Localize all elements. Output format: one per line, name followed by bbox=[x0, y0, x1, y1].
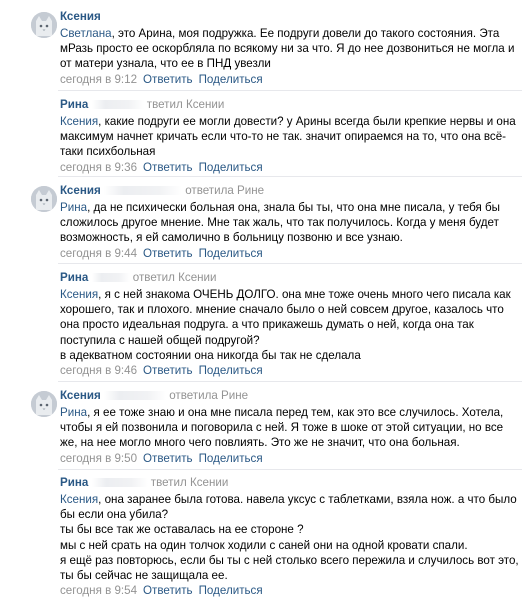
reply-button[interactable]: Ответить bbox=[143, 451, 193, 465]
reply-button[interactable]: Ответить bbox=[143, 246, 193, 260]
reply-target[interactable]: тветил Ксении bbox=[146, 98, 225, 111]
reply-target[interactable]: ответила Рине bbox=[185, 184, 265, 197]
comment-timestamp[interactable]: сегодня в 9:36 bbox=[60, 160, 138, 174]
divider bbox=[58, 176, 522, 177]
reply-button[interactable]: Ответить bbox=[143, 160, 193, 174]
comment-author[interactable]: Ксения bbox=[60, 184, 101, 197]
comment-timestamp[interactable]: сегодня в 9:44 bbox=[60, 246, 138, 260]
divider bbox=[58, 381, 522, 382]
share-button[interactable]: Поделиться bbox=[198, 160, 263, 174]
mention-link[interactable]: Рина bbox=[60, 406, 88, 419]
reply-button[interactable]: Ответить bbox=[143, 364, 193, 378]
comment-timestamp[interactable]: сегодня в 9:12 bbox=[60, 72, 138, 86]
cat-avatar-icon[interactable] bbox=[31, 391, 57, 417]
comment-text: Рина, да не психически больная она, знала бы ты, что она мне писала, у тебя бы сложилось другое мнение. Мне так жаль, что так получилось. Когда у меня будет возможность, я ей самолично в больницу позвоню и все узнаю. bbox=[60, 201, 500, 245]
reply-target[interactable]: ответил Ксении bbox=[132, 271, 217, 284]
comment-meta bbox=[60, 73, 520, 87]
mention-link[interactable]: Рина bbox=[60, 201, 88, 214]
mention-link[interactable]: Ксения bbox=[60, 115, 99, 128]
comment-author[interactable]: Ксения bbox=[60, 389, 101, 402]
redacted-area bbox=[104, 186, 182, 195]
comment-text: Ксения, какие подруги ее могли довести? у Арины всегда были крепкие нервы и она максимум начнет кричать если что-то не так. значит опираемся на то, что она всё-таки психбольная bbox=[60, 115, 516, 159]
share-button[interactable]: Поделиться bbox=[198, 584, 263, 598]
divider bbox=[58, 263, 522, 264]
comment-author[interactable]: Рина bbox=[60, 476, 89, 489]
divider bbox=[58, 90, 522, 91]
reply-button[interactable]: Ответить bbox=[143, 72, 193, 86]
comment-timestamp[interactable]: сегодня в 9:46 bbox=[60, 364, 138, 378]
comment-text: Светлана, это Арина, моя подружка. Ее подруги довели до такого состояния. Эта мРазь просто ее оскорбляла по всякому ни за что. Я до нее дозвониться не могла и от матери узнала, что ее в ПНД увезли bbox=[60, 27, 515, 71]
share-button[interactable]: Поделиться bbox=[198, 451, 263, 465]
redacted-area bbox=[92, 478, 148, 487]
comment-author[interactable]: Ксения bbox=[60, 10, 101, 23]
reply-button[interactable]: Ответить bbox=[143, 584, 193, 598]
reply-target[interactable]: тветил Ксении bbox=[150, 476, 229, 489]
share-button[interactable]: Поделиться bbox=[198, 246, 263, 260]
comment-author[interactable]: Рина bbox=[60, 98, 89, 111]
redacted-area bbox=[92, 273, 130, 282]
comment-text: Ксения, она заранее была готова. навела уксус с таблетками, взяла нож. а что было бы если она убила? ты бы все так же оставалась на ее стороне ? мы с ней срать на один толчок ходили с саней они на одной кровати спали. я ещё раз повторюсь, если бы ты с ней столько всего пережила и случилось вот это, ты бы сейчас не защищала ее. bbox=[60, 493, 519, 583]
comment-author[interactable]: Рина bbox=[60, 271, 89, 284]
mention-link[interactable]: Светлана bbox=[60, 27, 112, 40]
comment-meta bbox=[60, 452, 520, 466]
comment-text: Ксения, я с ней знакома ОЧЕНЬ ДОЛГО. она мне тоже очень много чего писала как хорошего, так и плохого. мнение сначало было о ней совсем другое, казалось что она просто идеальная подруга. а что прикажешь думать о ней, когда она так поступила с нашей общей подругой? в адекватном состоянии она никогда бы так не сделала bbox=[60, 288, 511, 362]
mention-link[interactable]: Ксения bbox=[60, 288, 99, 301]
comment-timestamp[interactable]: сегодня в 9:54 bbox=[60, 584, 138, 598]
reply-target[interactable]: ответила Рине bbox=[169, 389, 249, 402]
divider bbox=[58, 469, 522, 470]
mention-link[interactable]: Ксения bbox=[60, 493, 99, 506]
cat-avatar-icon[interactable] bbox=[31, 186, 57, 212]
comment-timestamp[interactable]: сегодня в 9:50 bbox=[60, 451, 138, 465]
comment-text: Рина, я ее тоже знаю и она мне писала перед тем, как это все случилось. Хотела, чтобы я ей позвонила и поговорила с ней. Я тоже в шоке от этой ситуации, но все же, на нее могло много чего повлиять. Это же не значит, что она больная. bbox=[60, 406, 504, 450]
comment-meta bbox=[60, 247, 520, 261]
redacted-area bbox=[104, 391, 166, 400]
cat-avatar-icon[interactable] bbox=[31, 12, 57, 38]
share-button[interactable]: Поделиться bbox=[198, 364, 263, 378]
comment-meta bbox=[60, 161, 520, 175]
share-button[interactable]: Поделиться bbox=[198, 72, 263, 86]
redacted-area bbox=[92, 100, 144, 109]
comment-meta bbox=[60, 364, 520, 378]
comment-meta bbox=[60, 584, 520, 598]
